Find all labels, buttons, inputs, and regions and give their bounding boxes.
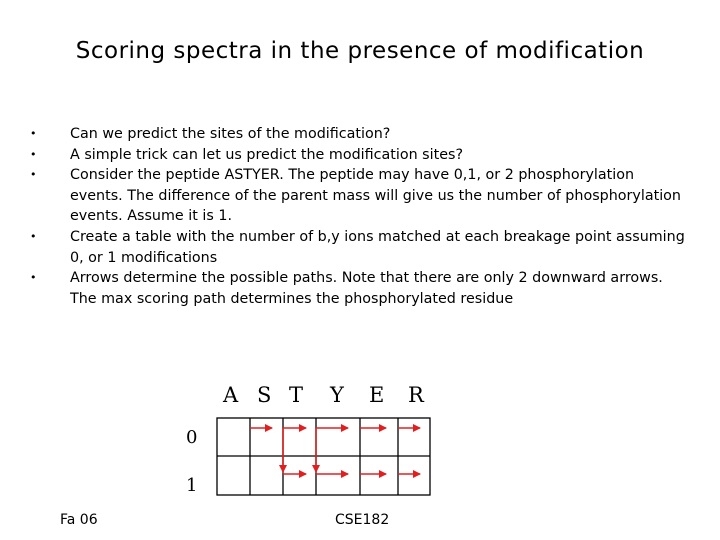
residue-label: R <box>408 383 424 407</box>
footer-center: CSE182 <box>335 512 390 528</box>
grid-lines <box>217 418 430 495</box>
bullet-dot: • <box>30 168 37 182</box>
bullet-text: Arrows determine the possible paths. Note that there are only 2 downward arrows. The max scoring path determines the phosphorylated residue <box>70 270 663 307</box>
residue-label: E <box>369 383 385 407</box>
footer-left: Fa 06 <box>60 512 98 528</box>
residue-label: A <box>223 383 239 407</box>
bullet-dot: • <box>30 271 37 285</box>
path-arrows <box>250 428 420 474</box>
residue-label: Y <box>330 383 344 407</box>
residue-label: S <box>257 383 272 407</box>
bullet-text: A simple trick can let us predict the modification sites? <box>70 146 464 163</box>
slide-title: Scoring spectra in the presence of modification <box>75 38 645 64</box>
bullet-dot: • <box>30 127 37 140</box>
row-label-0: 0 <box>186 427 198 448</box>
bullet-text: Can we predict the sites of the modification? <box>70 126 391 142</box>
bullet-dot: • <box>30 147 37 161</box>
row-label-1: 1 <box>186 475 198 496</box>
bullet-text: Consider the peptide ASTYER. The peptide may have 0,1, or 2 phosphorylation events. The difference of the parent mass will give us the number of phosphorylation events. Assume it is 1. <box>70 167 681 225</box>
residue-label: T <box>289 383 304 407</box>
bullet-text: Create a table with the number of b,y ions matched at each breakage point assuming 0, or 1 modifications <box>70 228 685 266</box>
bullet-dot: • <box>30 229 37 243</box>
